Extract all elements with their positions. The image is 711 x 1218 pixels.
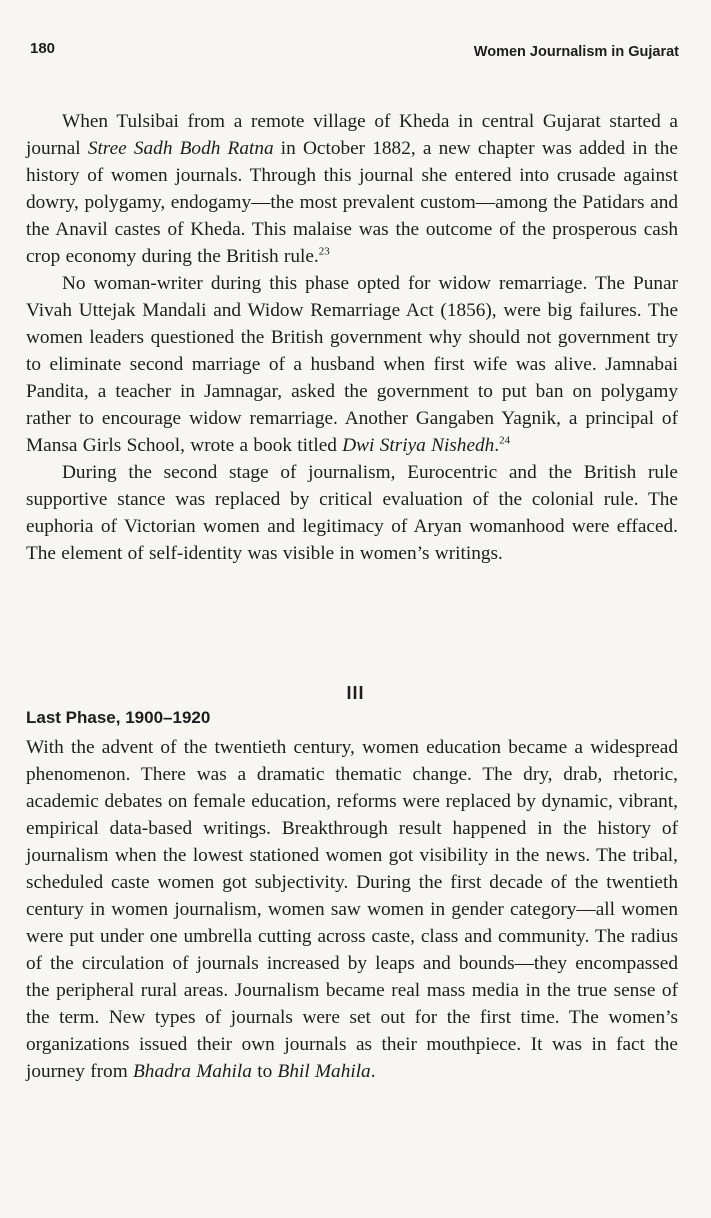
section-two-body [26,734,678,1085]
footnote-ref: 23 [318,245,330,258]
section-one-body [26,108,678,567]
book-title: Dwi Striya Nishedh [342,435,495,456]
footnote-ref: 24 [499,434,511,447]
term-bhadra-mahila: Bhadra Mahila [133,1061,252,1082]
paragraph-text: During the second stage of journalism, Eurocentric and the British rule supportive stance was replaced by critical evaluation of the colonial rule. The euphoria of Victorian women and legitimacy of Aryan womanhood were effaced. The element of self-identity was visible in women’s writings. [26,462,678,564]
paragraph-text: in October 1882, a new chapter was added in the history of women journals. Through this journal she entered into crusade against dowry, polygamy, endogamy—the most prevalent custom—among the Patidars and the Anavil castes of Kheda. This malaise was the outcome of the prosperous cash crop economy during the British rule. [26,138,678,267]
section-heading: Last Phase, 1900–1920 [26,708,211,727]
paragraph-text: No woman-writer during this phase opted for widow remarriage. The Punar Vivah Uttejak Mandali and Widow Remarriage Act (1856), were big failures. The women leaders questioned the British government why should not government try to eliminate second marriage of a husband when first wife was alive. Jamnabai Pandita, a teacher in Jamnagar, asked the government to put ban on polygamy rather to encourage widow remarriage. Another Gangaben Yagnik, a principal of Mansa Girls School, wrote a book titled [26,273,678,456]
paragraph-text: to [251,1061,278,1082]
paragraph-second-stage [26,459,678,567]
paragraph-last-phase [26,734,678,1085]
paragraph-text: When Tulsibai from a remote village of Kheda in central Gujarat started a journal [26,111,678,159]
term-bhil-mahila: Bhil Mahila [277,1061,371,1082]
punctuation: . [494,435,500,456]
paragraph-tulsibai [26,108,678,270]
section-marker: III [346,683,365,703]
punctuation: . [370,1061,376,1082]
running-header [30,40,679,64]
paragraph-widow-remarriage [26,270,678,459]
paragraph-text: With the advent of the twentieth century, women education became a widespread phenomenon. There was a dramatic thematic change. The dry, drab, rhetoric, academic debates on female education, reforms were replaced by dynamic, vibrant, empirical data-based writings. Breakthrough result happened in the history of journalism when the lowest stationed women got visibility in the news. The tribal, scheduled caste women got subjectivity. During the first decade of the twentieth century in women journalism, women saw women in gender category—all women were put under one umbrella cutting across caste, class and community. The radius of the circulation of journals increased by leaps and bounds—they encompassed the peripheral rural areas. Journalism became real mass media in the true sense of the term. New types of journals were set out for the first time. The women’s organizations issued their own journals as their mouthpiece. It was in fact the journey from [26,737,678,1082]
running-title: Women Journalism in Gujarat [473,44,679,60]
page-number: 180 [30,40,56,57]
journal-title: Stree Sadh Bodh Ratna [87,138,274,159]
